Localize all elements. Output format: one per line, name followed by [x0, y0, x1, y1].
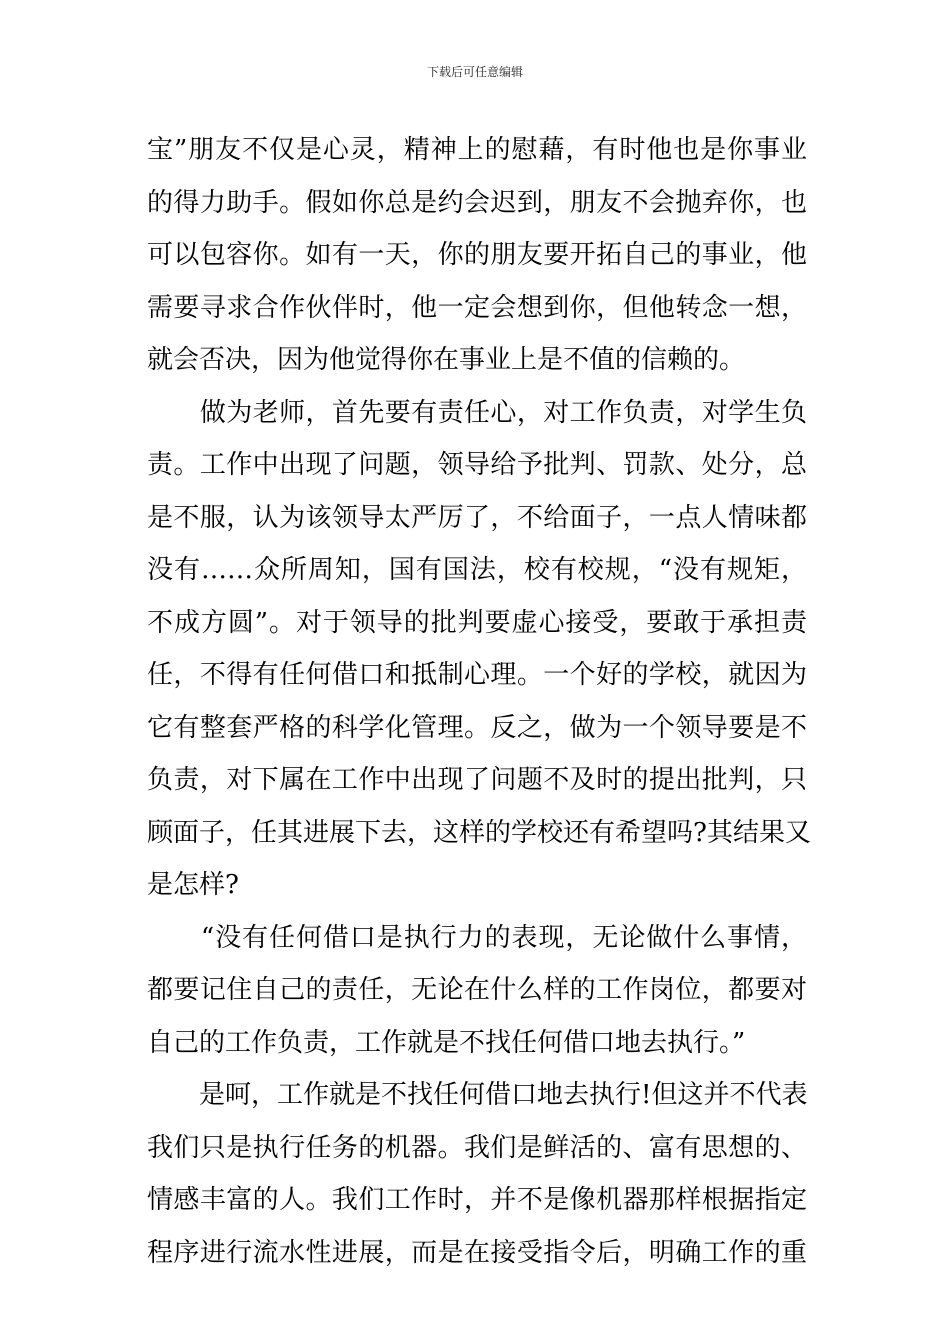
- text-line: 自己的工作负责，工作就是不找任何借口地去执行。”: [147, 1027, 746, 1058]
- text-line: 它有整套严格的科学化管理。反之，做为一个领导要是不: [147, 712, 807, 743]
- text-line: 可以包容你。如有一天，你的朋友要开拓自己的事业，他: [147, 240, 807, 270]
- text-line: 程序进行流水性进展，而是在接受指令后，明确工作的重: [147, 1237, 807, 1268]
- document-body: [147, 124, 811, 1279]
- text-line: 情感丰富的人。我们工作时，并不是像机器那样根据指定: [147, 1185, 807, 1215]
- text-line: 任，不得有任何借口和抵制心理。一个好的学校，就因为: [147, 660, 807, 690]
- text-line: 责。工作中出现了问题，领导给予批判、罚款、处分，总: [147, 450, 807, 480]
- text-line: 都要记住自己的责任，无论在什么样的工作岗位，都要对: [147, 975, 807, 1005]
- text-line: 是不服，认为该领导太严厉了，不给面子，一点人情味都: [147, 502, 807, 533]
- text-line: 的得力助手。假如你总是约会迟到，朋友不会抛弃你，也: [147, 187, 807, 218]
- text-line: 需要寻求合作伙伴时，他一定会想到你，但他转念一想，: [147, 292, 807, 323]
- text-line: 宝”朋友不仅是心灵，精神上的慰藉，有时他也是你事业: [147, 135, 807, 165]
- text-line: 是呵，工作就是不找任何借口地去执行!但这并不代表: [147, 1080, 808, 1110]
- text-line: “没有任何借口是执行力的表现，无论做什么事情，: [147, 922, 807, 953]
- page-header: 下载后可任意编辑: [426, 65, 523, 79]
- text-line: 我们只是执行任务的机器。我们是鲜活的、富有思想的、: [147, 1132, 807, 1163]
- text-line: 做为老师，首先要有责任心，对工作负责，对学生负: [147, 397, 807, 428]
- text-line: 不成方圆”。对于领导的批判要虚心接受，要敢于承担责: [147, 607, 807, 638]
- text-line: 就会否决，因为他觉得你在事业上是不值的信赖的。: [147, 345, 746, 375]
- text-line: 负责，对下属在工作中出现了问题不及时的提出批判，只: [147, 765, 807, 795]
- text-line: 是怎样?: [147, 870, 239, 900]
- text-line: 顾面子，任其进展下去，这样的学校还有希望吗?其结果又: [147, 817, 811, 848]
- text-line: 没有……众所周知，国有国法，校有校规，“没有规矩，: [147, 555, 807, 585]
